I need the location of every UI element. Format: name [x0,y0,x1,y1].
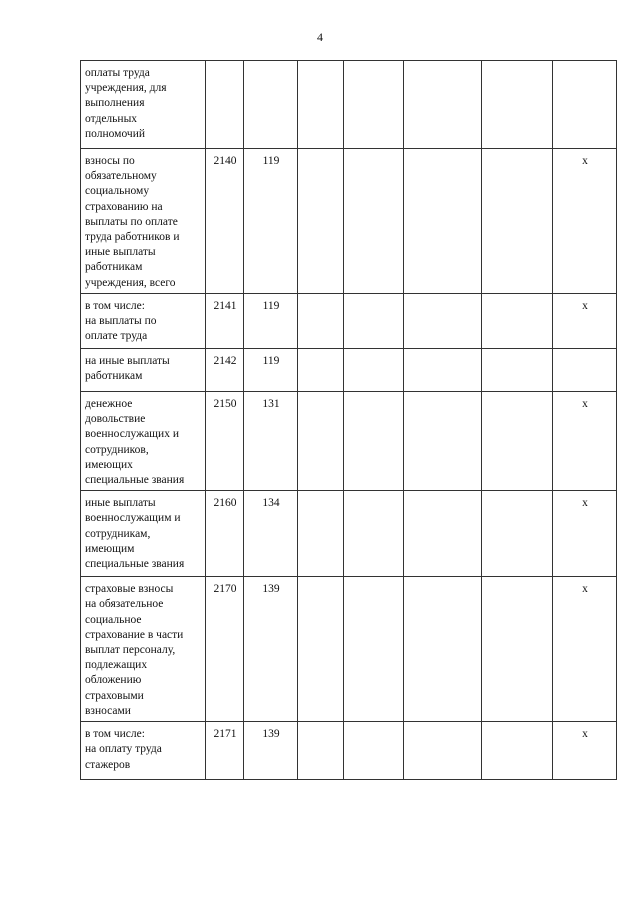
table-body [81,61,617,780]
indicator-name-line: оплате труда [85,330,148,343]
value-cell [482,491,553,577]
indicator-name-cell [81,294,206,349]
indicator-name-line: специальные звания [85,558,185,571]
indicator-name-cell [81,349,206,392]
budget-code-cell: 134 [244,491,298,577]
value-cell [404,392,482,491]
line-code-cell: 2141 [206,294,244,349]
value-cell [482,61,553,149]
indicator-name-line: страховые взносы [85,583,174,596]
value-cell [298,392,344,491]
indicator-name-line: работникам [85,370,143,383]
x-mark-cell: x [553,577,617,722]
indicator-name-line: оплаты труда [85,67,150,79]
value-cell [344,577,404,722]
line-code-cell: 2160 [206,491,244,577]
indicator-name-line: денежное [85,398,133,410]
indicator-name-line: выплаты по оплате [85,215,178,228]
table-row [81,61,617,149]
value-cell [482,722,553,780]
value-cell [482,349,553,392]
value-cell [344,294,404,349]
value-cell [298,491,344,577]
indicator-name-line: учреждения, для [85,82,167,95]
indicator-name-line: страховыми [85,689,144,702]
value-cell [298,294,344,349]
x-mark-cell [553,61,617,149]
value-cell [298,349,344,392]
indicator-name-line: военнослужащих и [85,428,179,441]
indicator-name-line: страхование в части [85,628,184,641]
x-mark-cell: x [553,294,617,349]
page-number: 4 [317,30,323,44]
indicator-name-line: в том числе: [85,728,145,741]
indicator-name-cell [81,722,206,780]
value-cell [404,294,482,349]
indicator-name-cell [81,491,206,577]
x-mark-cell: x [553,491,617,577]
indicator-name-line: подлежащих [85,659,148,672]
value-cell [404,577,482,722]
indicator-name-line: на обязательное [85,598,164,611]
table-row [81,349,617,392]
indicator-name-line: обязательному [85,170,157,183]
value-cell [344,392,404,491]
value-cell [482,294,553,349]
indicator-name-line: на выплаты по [85,315,157,328]
table-row [81,722,617,780]
indicator-name-line: страхованию на [85,200,163,213]
indicator-name-line: учреждения, всего [85,276,176,289]
line-code-cell: 2150 [206,392,244,491]
budget-code-cell: 139 [244,722,298,780]
value-cell [298,149,344,294]
indicator-name-line: довольствие [85,413,146,426]
indicator-name-line: обложению [85,674,142,687]
indicator-name-line: на иные выплаты [85,355,170,367]
table-row [81,491,617,577]
value-cell [482,149,553,294]
indicator-name-line: выплат персоналу, [85,644,176,657]
line-code-cell: 2171 [206,722,244,780]
value-cell [404,149,482,294]
line-code-cell [206,61,244,149]
budget-code-cell: 139 [244,577,298,722]
value-cell [482,392,553,491]
indicator-name-cell [81,577,206,722]
indicator-name-line: социальному [85,185,150,198]
budget-code-cell [244,61,298,149]
indicator-name-cell [81,392,206,491]
indicator-name-cell [81,149,206,294]
indicator-name-line: сотрудникам, [85,527,151,540]
budget-code-cell: 119 [244,349,298,392]
table-row [81,149,617,294]
table-row [81,294,617,349]
budget-code-cell: 119 [244,294,298,349]
line-code-cell: 2142 [206,349,244,392]
table-row [81,577,617,722]
indicator-name-line: отдельных [85,112,138,125]
x-mark-cell: x [553,149,617,294]
value-cell [482,577,553,722]
value-cell [298,61,344,149]
line-code-cell: 2170 [206,577,244,722]
x-mark-cell: x [553,392,617,491]
budget-table [80,60,617,780]
indicator-name-line: труда работников и [85,231,180,244]
table-row [81,392,617,491]
indicator-name-line: выполнения [85,97,145,110]
indicator-name-line: работникам [85,261,143,274]
indicator-name-line: стажеров [85,758,131,771]
indicator-name-cell [81,61,206,149]
indicator-name-line: сотрудников, [85,443,149,456]
value-cell [344,61,404,149]
value-cell [344,491,404,577]
indicator-name-line: в том числе: [85,300,145,312]
indicator-name-line: военнослужащим и [85,512,181,525]
indicator-name-line: полномочий [85,127,145,140]
indicator-name-line: иные выплаты [85,497,156,510]
value-cell [298,722,344,780]
indicator-name-line: иные выплаты [85,246,156,259]
indicator-name-line: взносами [85,704,131,717]
value-cell [404,491,482,577]
budget-code-cell: 131 [244,392,298,491]
value-cell [298,577,344,722]
x-mark-cell [553,349,617,392]
x-mark-cell: x [553,722,617,780]
indicator-name-line: имеющих [85,458,133,471]
indicator-name-line: на оплату труда [85,743,162,756]
indicator-name-line: взносы по [85,155,135,167]
value-cell [344,722,404,780]
indicator-name-line: социальное [85,613,142,626]
value-cell [344,149,404,294]
indicator-name-line: специальные звания [85,474,185,487]
indicator-name-line: имеющим [85,542,135,555]
line-code-cell: 2140 [206,149,244,294]
budget-code-cell: 119 [244,149,298,294]
value-cell [404,61,482,149]
value-cell [404,349,482,392]
value-cell [344,349,404,392]
value-cell [404,722,482,780]
